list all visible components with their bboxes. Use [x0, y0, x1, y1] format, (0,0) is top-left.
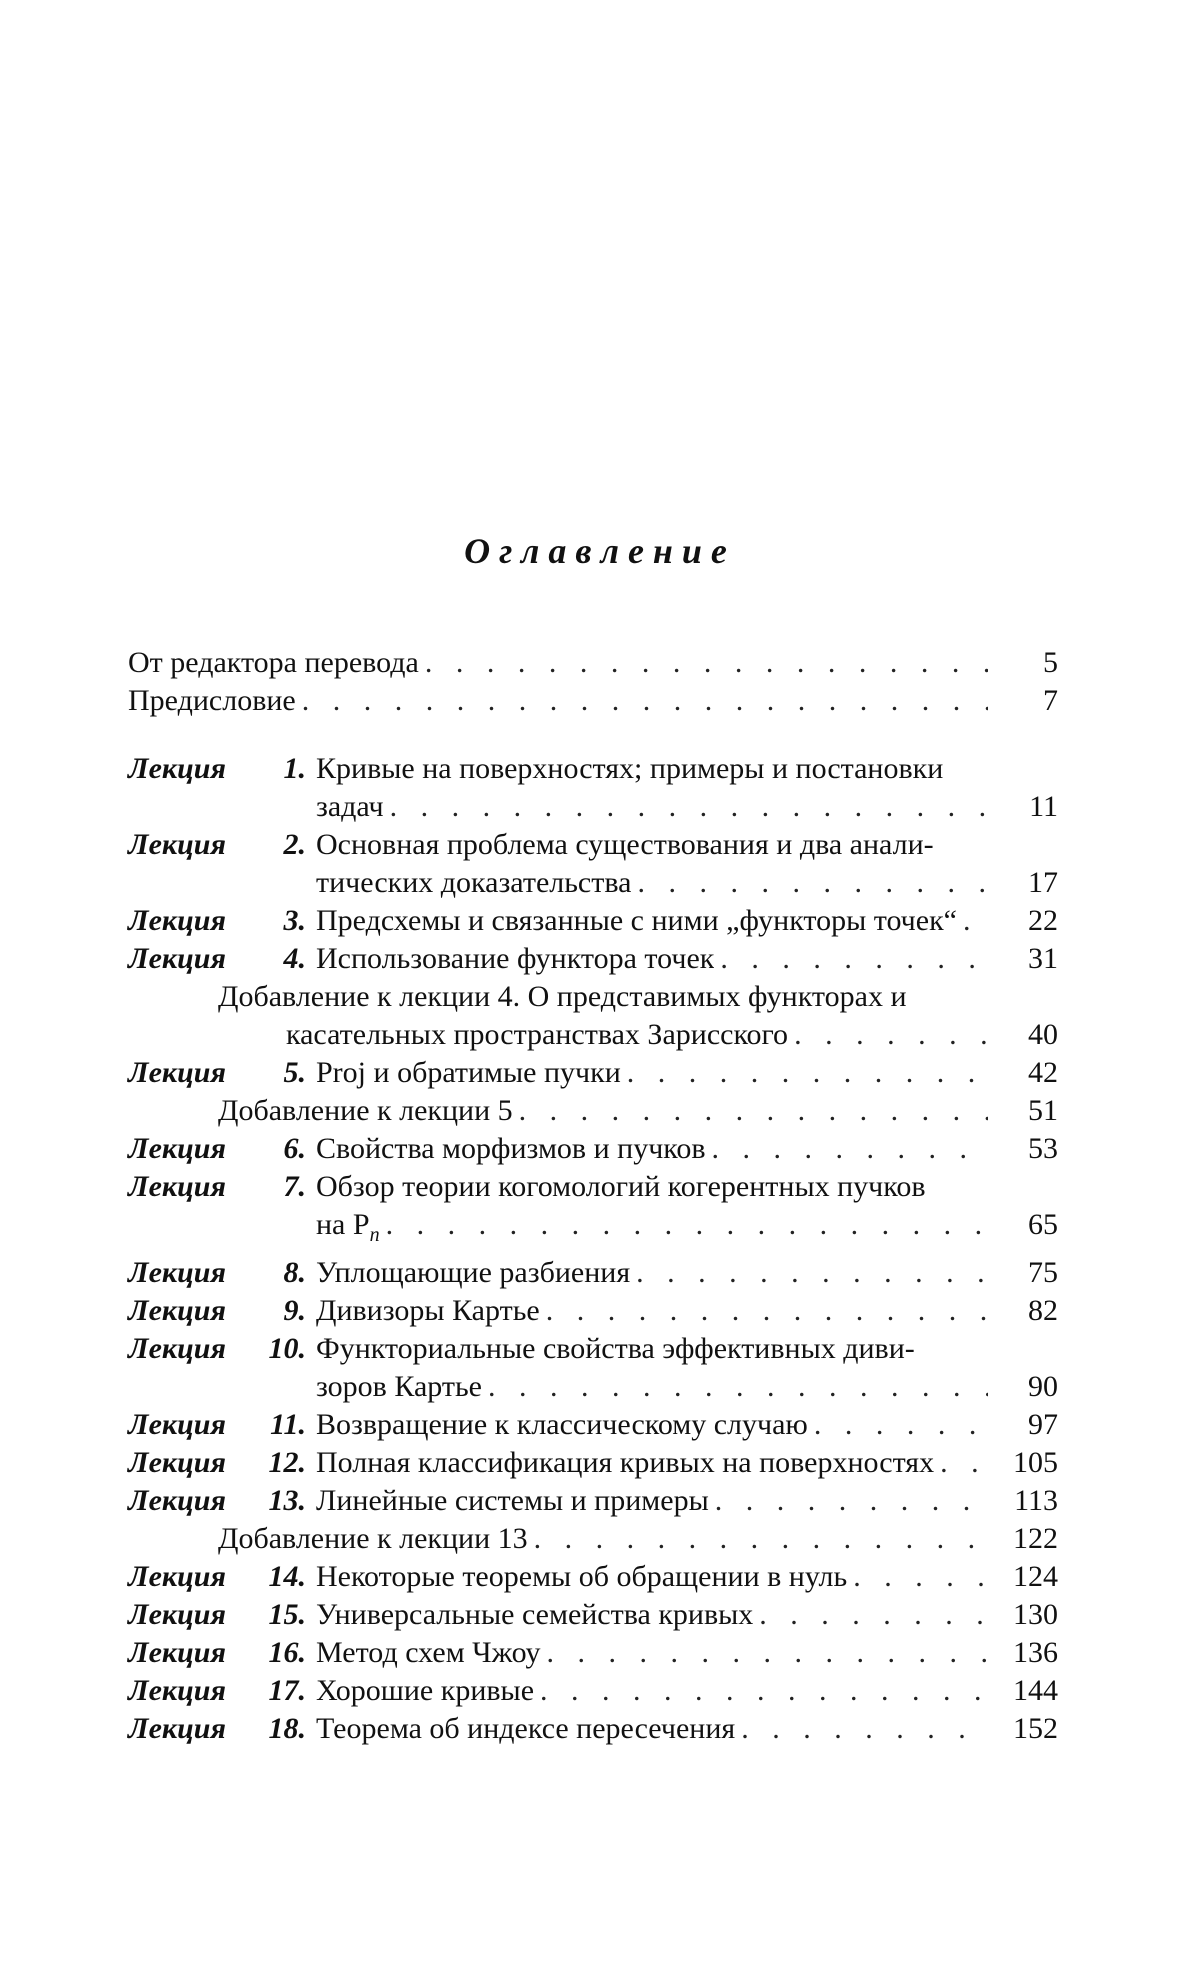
toc-entry-lecture	[128, 1292, 1058, 1330]
toc-line	[128, 940, 1058, 978]
toc-page-number: 7	[1043, 684, 1058, 717]
section-gap	[128, 720, 1058, 750]
lecture-label: Лекция	[128, 1256, 226, 1289]
lecture-number: 8.	[283, 1256, 306, 1289]
toc-entry-title: Метод схем Чжоу	[316, 1636, 541, 1669]
toc-line	[128, 1672, 1058, 1710]
lecture-number: 7.	[283, 1170, 306, 1203]
lecture-number: 14.	[268, 1560, 306, 1593]
toc-entry-lecture	[128, 940, 1058, 978]
toc-line	[128, 1168, 1058, 1206]
toc-entry-title: Добавление к лекции 13	[218, 1522, 528, 1555]
lecture-label: Лекция	[128, 942, 226, 975]
lecture-label: Лекция	[128, 1598, 226, 1631]
dot-leader	[540, 1292, 988, 1330]
toc-entry-title: Функториальные свойства эффективных диви-	[316, 1332, 915, 1365]
toc-page-number: 144	[1013, 1674, 1058, 1707]
toc-page-number: 130	[1013, 1598, 1058, 1631]
toc-line	[128, 1596, 1058, 1634]
toc-line	[128, 1634, 1058, 1672]
toc-line	[128, 1444, 1058, 1482]
lecture-label: Лекция	[128, 1132, 226, 1165]
toc-entry-title: касательных пространствах Зарисского	[286, 1018, 789, 1051]
toc-line	[128, 1330, 1058, 1368]
toc-entry-lecture	[128, 902, 1058, 940]
lecture-label: Лекция	[128, 1560, 226, 1593]
toc-entry-addendum	[128, 978, 1058, 1054]
toc-line	[128, 1016, 1058, 1054]
toc-line	[128, 978, 1058, 1016]
toc-entry-lecture	[128, 1672, 1058, 1710]
dot-leader	[847, 1558, 988, 1596]
toc-page-number: 152	[1013, 1712, 1058, 1745]
dot-leader	[419, 644, 988, 682]
toc-entry-title: Proj и обратимые пучки	[316, 1056, 621, 1089]
dot-leader	[709, 1482, 988, 1520]
toc-entry-title: Хорошие кривые	[316, 1674, 535, 1707]
toc-entry-lecture	[128, 750, 1058, 826]
toc-entry-lecture	[128, 1444, 1058, 1482]
lecture-number: 2.	[283, 828, 306, 861]
dot-leader	[541, 1634, 988, 1672]
lecture-number: 15.	[268, 1598, 306, 1631]
dot-leader	[735, 1710, 988, 1748]
toc-page-number: 22	[1028, 904, 1058, 937]
lecture-number: 9.	[283, 1294, 306, 1327]
toc-entry-title: Добавление к лекции 5	[218, 1094, 513, 1127]
page-title: Оглавление	[464, 531, 736, 571]
toc-entry-title: Теорема об индексе пересечения	[316, 1712, 736, 1745]
lecture-number: 3.	[283, 904, 306, 937]
dot-leader	[528, 1520, 988, 1558]
toc-line	[128, 902, 1058, 940]
dot-leader	[788, 1016, 988, 1054]
lecture-number: 11.	[270, 1408, 306, 1441]
lecture-label: Лекция	[128, 828, 226, 861]
toc-line	[128, 1406, 1058, 1444]
dot-leader	[534, 1672, 988, 1710]
toc-line	[128, 644, 1058, 682]
toc-line	[128, 826, 1058, 864]
toc-page-number: 122	[1013, 1522, 1058, 1555]
toc-line	[128, 1710, 1058, 1748]
lecture-number: 12.	[268, 1446, 306, 1479]
toc-entry-front	[128, 682, 1058, 720]
toc-line	[128, 1254, 1058, 1292]
lecture-number: 10.	[268, 1332, 306, 1365]
lecture-label: Лекция	[128, 1446, 226, 1479]
toc-entry-title: Кривые на поверхностях; примеры и постановки	[316, 752, 944, 785]
lecture-label: Лекция	[128, 1712, 226, 1745]
toc-entry-lecture	[128, 1130, 1058, 1168]
toc-page-number: 90	[1028, 1370, 1058, 1403]
dot-leader	[513, 1092, 988, 1130]
toc-page-number: 51	[1028, 1094, 1058, 1127]
toc-page-number: 40	[1028, 1018, 1058, 1051]
toc-entry-addendum	[128, 1520, 1058, 1558]
toc-entry-title: Некоторые теоремы об обращении в нуль	[316, 1560, 848, 1593]
toc-entry-lecture	[128, 1596, 1058, 1634]
toc-line	[128, 1520, 1058, 1558]
toc-page-number: 5	[1043, 646, 1058, 679]
toc-page-number: 136	[1013, 1636, 1058, 1669]
lecture-label: Лекция	[128, 1674, 226, 1707]
dot-leader	[482, 1368, 988, 1406]
toc-line	[128, 682, 1058, 720]
toc-page-number: 65	[1028, 1208, 1058, 1241]
toc-page-number: 75	[1028, 1256, 1058, 1289]
dot-leader	[631, 864, 988, 902]
dot-leader	[621, 1054, 988, 1092]
lecture-number: 16.	[268, 1636, 306, 1669]
dot-leader	[934, 1444, 988, 1482]
toc-entry-title: Основная проблема существования и два анали-	[316, 828, 934, 861]
toc-page-number: 11	[1029, 790, 1058, 823]
dot-leader	[384, 788, 988, 826]
lecture-label: Лекция	[128, 1484, 226, 1517]
toc-entry-title: Возвращение к классическому случаю	[316, 1408, 808, 1441]
toc-entry-front	[128, 644, 1058, 682]
toc-entry-title: Предисловие	[128, 684, 296, 717]
toc-entry-lecture	[128, 1710, 1058, 1748]
toc-entry-title: Предсхемы и связанные с ними „функторы точек“	[316, 904, 957, 937]
toc-line	[128, 788, 1058, 826]
toc-line	[128, 1130, 1058, 1168]
toc-page-number: 124	[1013, 1560, 1058, 1593]
table-of-contents	[128, 644, 1058, 1748]
toc-entry-title: Обзор теории когомологий когерентных пучков	[316, 1170, 926, 1203]
lecture-number: 13.	[268, 1484, 306, 1517]
subscript-n: n	[369, 1224, 380, 1246]
toc-page-number: 82	[1028, 1294, 1058, 1327]
toc-line	[128, 1482, 1058, 1520]
lecture-number: 6.	[283, 1132, 306, 1165]
toc-entry-lecture	[128, 1558, 1058, 1596]
toc-line	[128, 1206, 1058, 1254]
dot-leader	[296, 682, 988, 720]
toc-page-number: 53	[1028, 1132, 1058, 1165]
dot-leader	[957, 902, 988, 940]
toc-line	[128, 864, 1058, 902]
toc-entry-lecture	[128, 826, 1058, 902]
toc-entry-title: задач	[316, 790, 384, 823]
toc-line	[128, 1292, 1058, 1330]
toc-entry-title: Добавление к лекции 4. О представимых функторах и	[218, 980, 907, 1013]
toc-entry-title: зоров Картье	[316, 1370, 482, 1403]
toc-page-number: 42	[1028, 1056, 1058, 1089]
dot-leader	[808, 1406, 988, 1444]
lecture-number: 4.	[283, 942, 306, 975]
toc-page-number: 105	[1013, 1446, 1058, 1479]
toc-entry-lecture	[128, 1168, 1058, 1254]
toc-entry-title: Использование функтора точек	[316, 942, 715, 975]
lecture-label: Лекция	[128, 1294, 226, 1327]
lecture-number: 18.	[268, 1712, 306, 1745]
toc-page-number: 97	[1028, 1408, 1058, 1441]
toc-line	[128, 1054, 1058, 1092]
toc-line	[128, 1368, 1058, 1406]
toc-entry-title: на $P_n$	[316, 1208, 380, 1246]
dot-leader	[714, 940, 988, 978]
toc-entry-title: Линейные системы и примеры	[316, 1484, 709, 1517]
toc-entry-title: Уплощающие разбиения	[316, 1256, 631, 1289]
toc-entry-addendum	[128, 1092, 1058, 1130]
toc-page-number: 113	[1014, 1484, 1058, 1517]
toc-line	[128, 1558, 1058, 1596]
lecture-label: Лекция	[128, 1332, 226, 1365]
toc-entry-title: Полная классификация кривых на поверхностях	[316, 1446, 935, 1479]
toc-entry-lecture	[128, 1406, 1058, 1444]
lecture-number: 17.	[268, 1674, 306, 1707]
toc-entry-lecture	[128, 1254, 1058, 1292]
toc-entry-lecture	[128, 1330, 1058, 1406]
dot-leader	[380, 1206, 988, 1244]
lecture-number: 1.	[283, 752, 306, 785]
toc-page-number: 17	[1028, 866, 1058, 899]
toc-line	[128, 1092, 1058, 1130]
toc-entry-title: Универсальные семейства кривых	[316, 1598, 754, 1631]
lecture-label: Лекция	[128, 1636, 226, 1669]
toc-line	[128, 750, 1058, 788]
lecture-number: 5.	[283, 1056, 306, 1089]
dot-leader	[706, 1130, 988, 1168]
lecture-label: Лекция	[128, 1408, 226, 1441]
toc-entry-title: тических доказательства	[316, 866, 632, 899]
dot-leader	[753, 1596, 988, 1634]
toc-entry-title: От редактора перевода	[128, 646, 419, 679]
dot-leader	[630, 1254, 988, 1292]
toc-entry-title: Свойства морфизмов и пучков	[316, 1132, 706, 1165]
toc-entry-title: Дивизоры Картье	[316, 1294, 540, 1327]
toc-entry-lecture	[128, 1482, 1058, 1520]
toc-page-number: 31	[1028, 942, 1058, 975]
lecture-label: Лекция	[128, 1170, 226, 1203]
lecture-label: Лекция	[128, 1056, 226, 1089]
toc-entry-lecture	[128, 1054, 1058, 1092]
lecture-label: Лекция	[128, 904, 226, 937]
toc-entry-lecture	[128, 1634, 1058, 1672]
lecture-label: Лекция	[128, 752, 226, 785]
